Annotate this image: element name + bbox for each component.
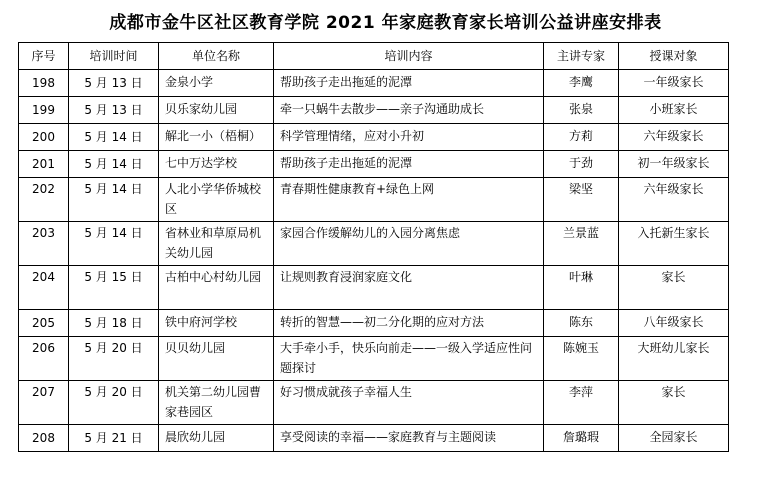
cell-date: 5 月 13 日 [69,97,159,124]
cell-expert: 李鹰 [544,70,619,97]
header-expert: 主讲专家 [544,43,619,70]
cell-no: 206 [19,337,69,381]
cell-content: 转折的智慧——初二分化期的应对方法 [274,310,544,337]
cell-date: 5 月 20 日 [69,337,159,381]
cell-content: 好习惯成就孩子幸福人生 [274,381,544,425]
cell-content: 大手牵小手，快乐向前走——一级入学适应性问题探讨 [274,337,544,381]
cell-date: 5 月 14 日 [69,222,159,266]
page-title: 成都市金牛区社区教育学院 2021 年家庭教育家长培训公益讲座安排表 [109,13,662,33]
header-no: 序号 [19,43,69,70]
cell-expert: 梁坚 [544,178,619,222]
cell-target: 六年级家长 [619,124,729,151]
table-row [19,266,729,310]
table-row [19,178,729,222]
cell-target: 小班家长 [619,97,729,124]
cell-date: 5 月 14 日 [69,151,159,178]
table-row [19,124,729,151]
cell-target: 大班幼儿家长 [619,337,729,381]
cell-no: 204 [19,266,69,310]
cell-no: 202 [19,178,69,222]
table-row [19,310,729,337]
table-row [19,425,729,452]
cell-expert: 陈婉玉 [544,337,619,381]
cell-unit: 人北小学华侨城校区 [159,178,274,222]
table-row [19,151,729,178]
cell-expert: 叶琳 [544,266,619,310]
cell-expert: 陈东 [544,310,619,337]
header-row [19,43,729,70]
cell-target: 全园家长 [619,425,729,452]
cell-date: 5 月 14 日 [69,124,159,151]
cell-target: 八年级家长 [619,310,729,337]
cell-expert: 于劲 [544,151,619,178]
cell-content: 让规则教育浸润家庭文化 [274,266,544,310]
cell-content: 享受阅读的幸福——家庭教育与主题阅读 [274,425,544,452]
cell-date: 5 月 14 日 [69,178,159,222]
cell-expert: 张泉 [544,97,619,124]
cell-expert: 詹璐瑕 [544,425,619,452]
cell-content: 科学管理情绪，应对小升初 [274,124,544,151]
schedule-table [18,42,729,452]
header-unit: 单位名称 [159,43,274,70]
cell-no: 198 [19,70,69,97]
cell-target: 初一年级家长 [619,151,729,178]
cell-unit: 省林业和草原局机关幼儿园 [159,222,274,266]
cell-target: 入托新生家长 [619,222,729,266]
cell-date: 5 月 15 日 [69,266,159,310]
header-content: 培训内容 [274,43,544,70]
cell-target: 家长 [619,381,729,425]
header-target: 授课对象 [619,43,729,70]
table-row [19,381,729,425]
cell-no: 208 [19,425,69,452]
cell-content: 帮助孩子走出拖延的泥潭 [274,151,544,178]
cell-unit: 贝乐家幼儿园 [159,97,274,124]
cell-expert: 兰景蓝 [544,222,619,266]
cell-content: 帮助孩子走出拖延的泥潭 [274,70,544,97]
cell-date: 5 月 21 日 [69,425,159,452]
cell-no: 201 [19,151,69,178]
cell-no: 205 [19,310,69,337]
cell-date: 5 月 20 日 [69,381,159,425]
cell-content: 家园合作缓解幼儿的入园分离焦虑 [274,222,544,266]
cell-content: 牵一只蜗牛去散步——亲子沟通助成长 [274,97,544,124]
cell-unit: 金泉小学 [159,70,274,97]
table-row [19,222,729,266]
cell-target: 家长 [619,266,729,310]
cell-target: 一年级家长 [619,70,729,97]
cell-target: 六年级家长 [619,178,729,222]
cell-content: 青春期性健康教育+绿色上网 [274,178,544,222]
cell-no: 203 [19,222,69,266]
header-date: 培训时间 [69,43,159,70]
cell-unit: 机关第二幼儿园曹家巷园区 [159,381,274,425]
table-row [19,97,729,124]
table-row [19,70,729,97]
cell-unit: 七中万达学校 [159,151,274,178]
table-row [19,337,729,381]
cell-no: 199 [19,97,69,124]
cell-no: 207 [19,381,69,425]
cell-unit: 贝贝幼儿园 [159,337,274,381]
cell-no: 200 [19,124,69,151]
cell-unit: 铁中府河学校 [159,310,274,337]
cell-unit: 晨欣幼儿园 [159,425,274,452]
cell-unit: 古柏中心村幼儿园 [159,266,274,310]
cell-date: 5 月 13 日 [69,70,159,97]
cell-expert: 方莉 [544,124,619,151]
cell-expert: 李萍 [544,381,619,425]
cell-date: 5 月 18 日 [69,310,159,337]
cell-unit: 解北一小（梧桐） [159,124,274,151]
